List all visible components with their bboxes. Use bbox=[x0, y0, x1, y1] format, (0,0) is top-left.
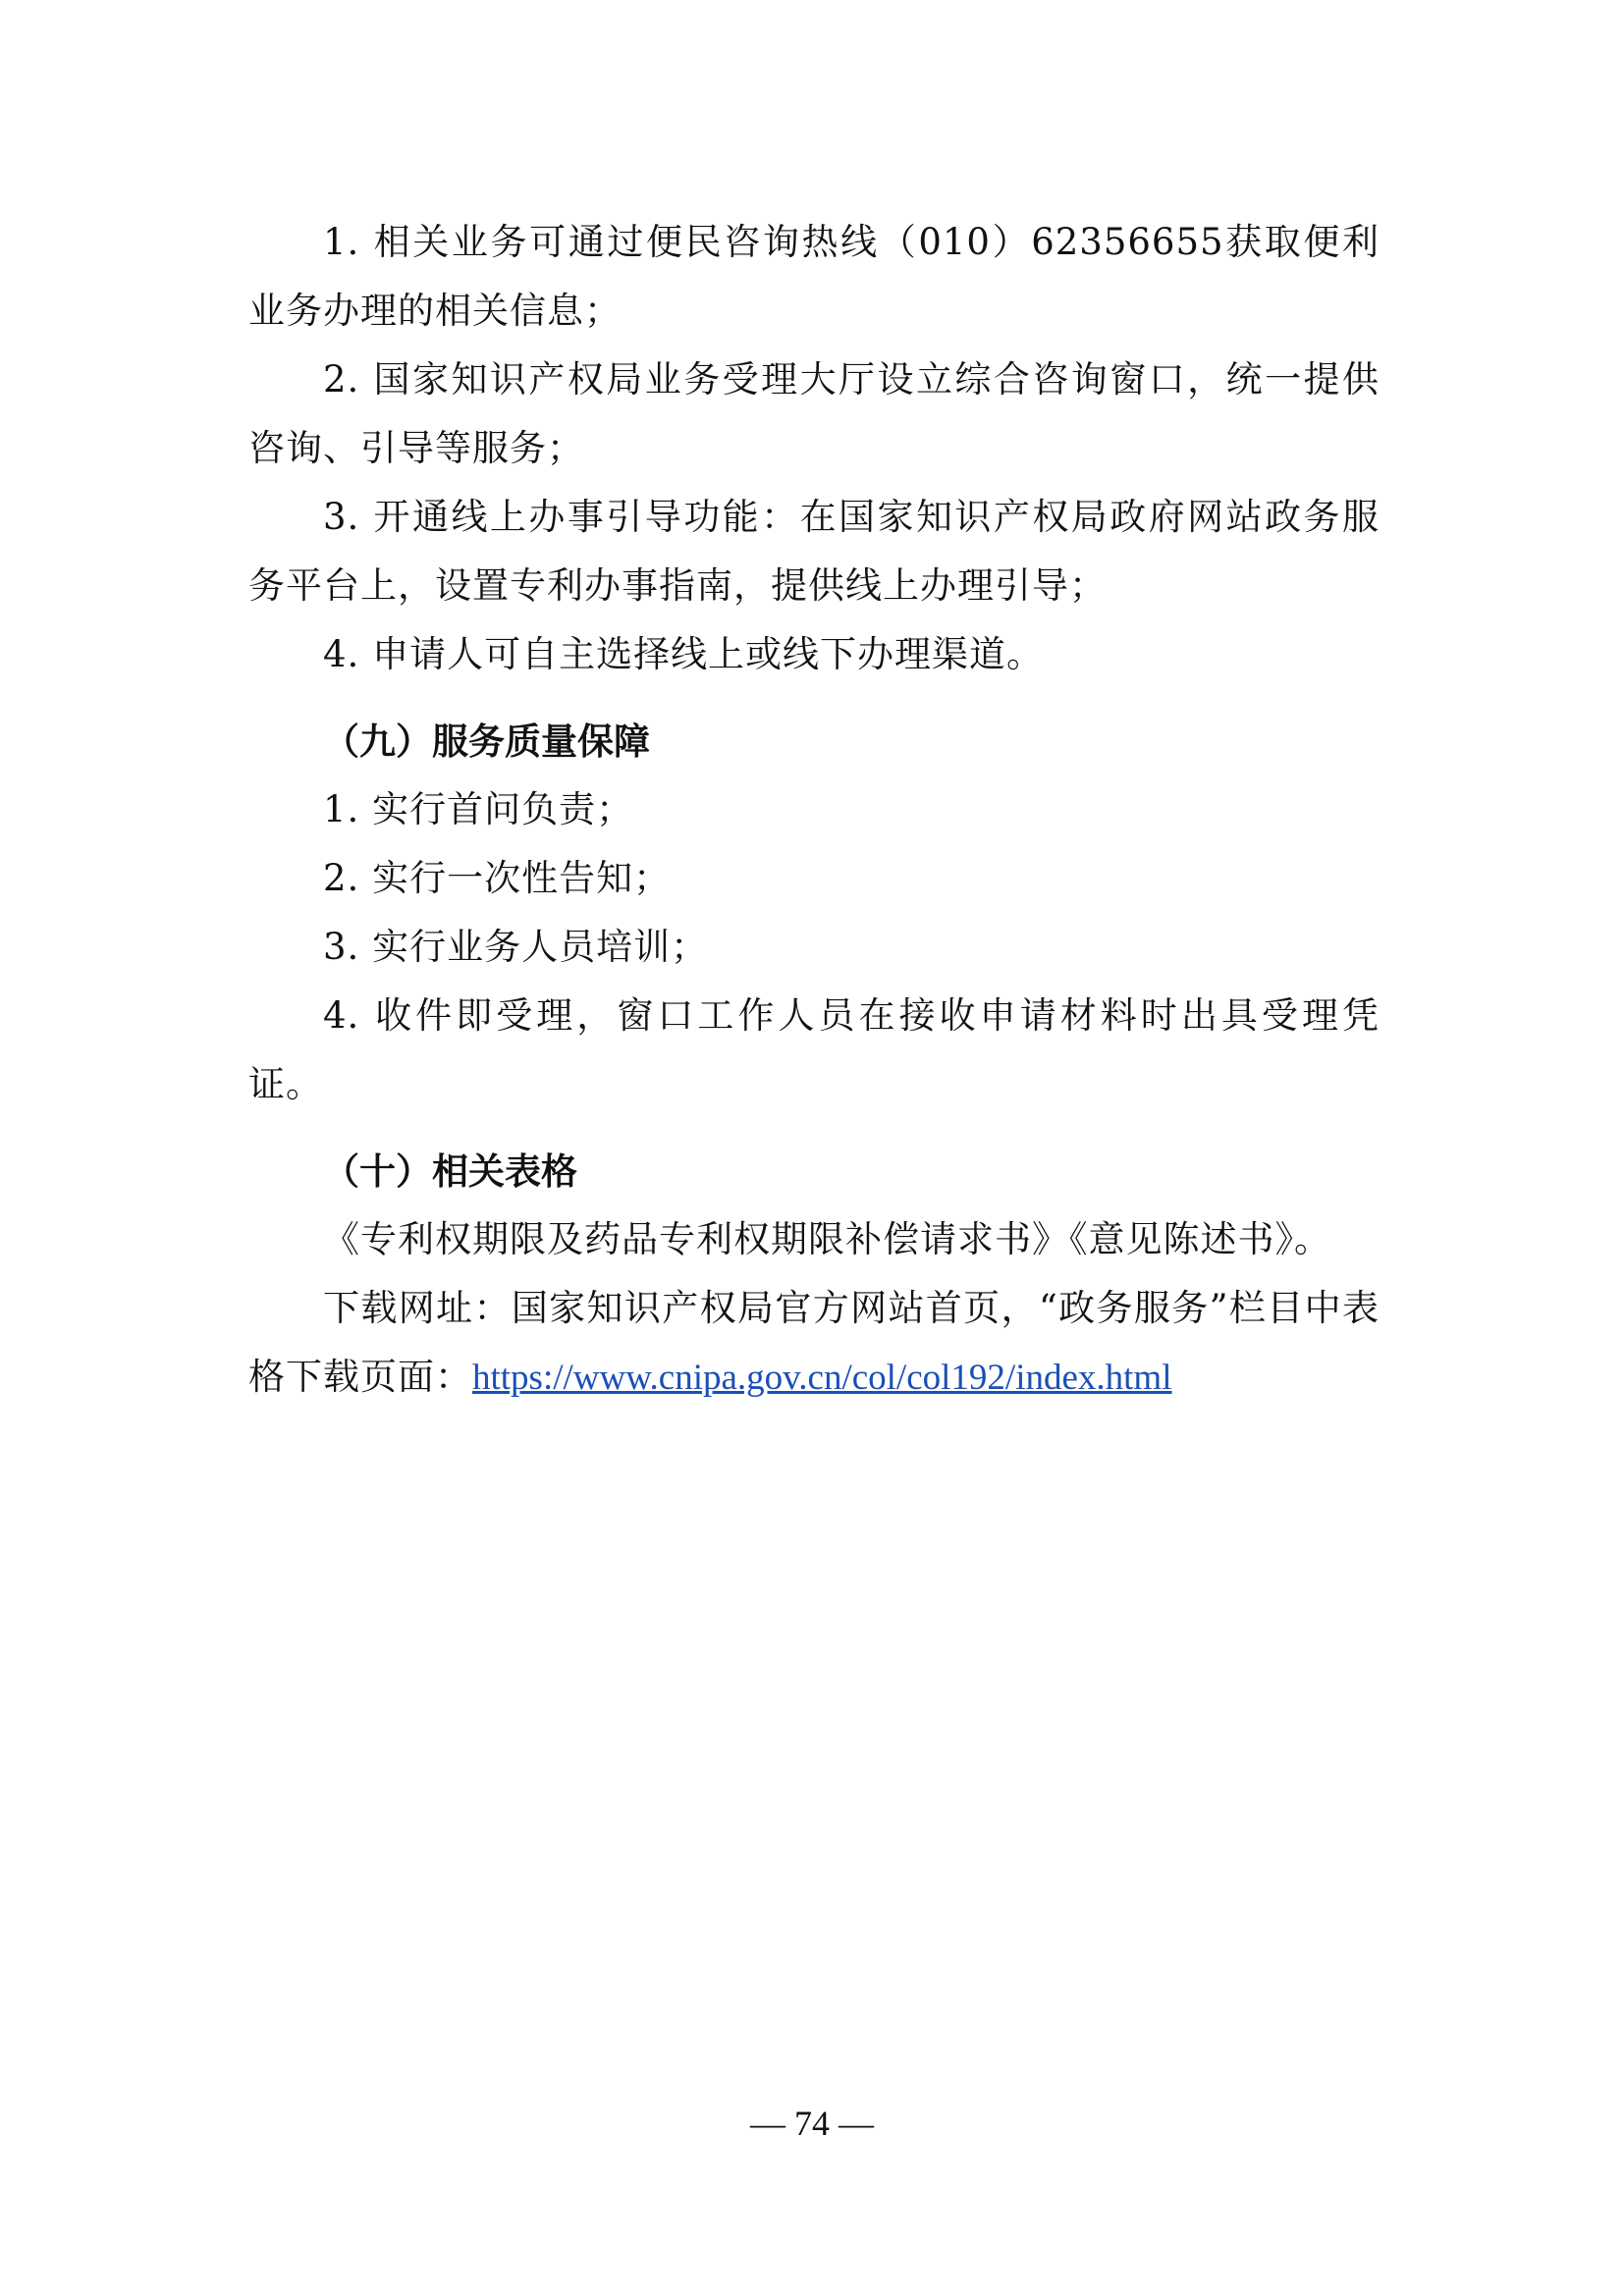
list-item: 4. 收件即受理，窗口工作人员在接收申请材料时出具受理凭证。 bbox=[248, 994, 1380, 1105]
service-channels-list bbox=[248, 208, 1380, 689]
forms-list-text: 《专利权期限及药品专利权期限补偿请求书》《意见陈述书》。 bbox=[323, 1218, 1331, 1260]
section-related-forms bbox=[248, 1137, 1380, 1413]
document-body bbox=[248, 208, 1380, 1413]
list-item: 2. 实行一次性告知； bbox=[323, 857, 672, 899]
list-item: 1. 相关业务可通过便民咨询热线（010）62356655获取便利业务办理的相关信息； bbox=[248, 221, 1380, 332]
download-prefix: 下载网址：国家知识产权局官方网站首页，“政务服务”栏目中表格下载页面： bbox=[248, 1287, 1380, 1398]
page-number: — 74 — bbox=[750, 2104, 874, 2143]
download-info bbox=[248, 1274, 1380, 1413]
section-service-quality bbox=[248, 707, 1380, 1119]
list-item: 3. 开通线上办事引导功能：在国家知识产权局政府网站政务服务平台上，设置专利办事指南，提供线上办理引导； bbox=[248, 496, 1380, 607]
section-heading: （九）服务质量保障 bbox=[323, 720, 650, 763]
list-item: 1. 实行首问负责； bbox=[323, 788, 634, 830]
list-item: 2. 国家知识产权局业务受理大厅设立综合咨询窗口，统一提供咨询、引导等服务； bbox=[248, 358, 1380, 469]
section-heading: （十）相关表格 bbox=[323, 1149, 577, 1193]
list-item: 3. 实行业务人员培训； bbox=[323, 926, 709, 968]
download-url-link[interactable]: https://www.cnipa.gov.cn/col/col192/index.html bbox=[472, 1358, 1172, 1398]
list-item: 4. 申请人可自主选择线上或线下办理渠道。 bbox=[323, 633, 1045, 675]
